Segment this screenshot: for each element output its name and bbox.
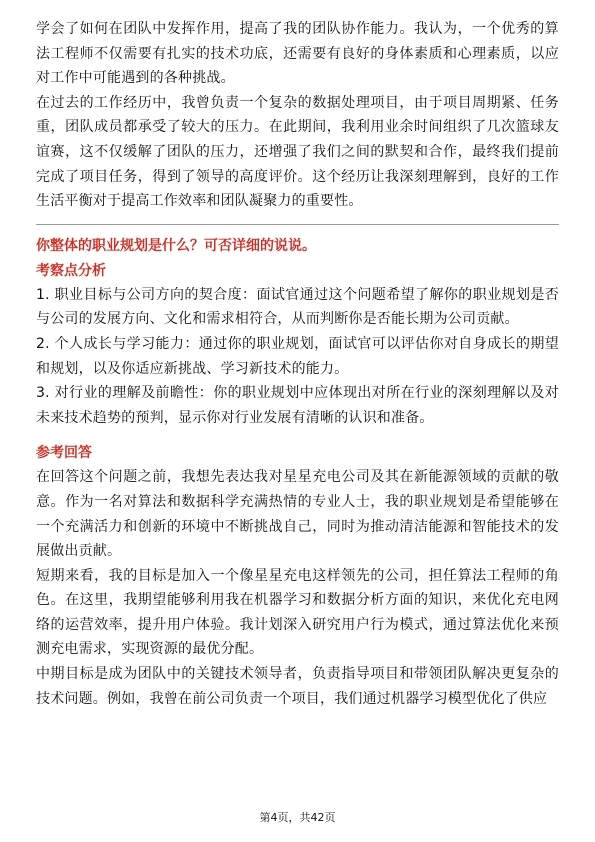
- analysis-point: 1. 职业目标与公司方向的契合度：面试官通过这个问题希望了解你的职业规划是否与公司的发展方向、文化和需求相符合，从而判断你是否能长期为公司贡献。: [36, 286, 559, 328]
- answer-heading: 参考回答: [36, 445, 92, 462]
- page-number-footer: 第4页，共42页: [259, 811, 336, 824]
- intro-paragraph: 学会了如何在团队中发挥作用，提高了我的团队协作能力。我认为，一个优秀的算法工程师不仅需要有扎实的技术功底，还需要有良好的身体素质和心理素质，以应对工作中可能遇到的各种挑战。: [36, 21, 559, 87]
- section-divider: [36, 224, 559, 225]
- intro-paragraph: 在过去的工作经历中，我曾负责一个复杂的数据处理项目，由于项目周期紧、任务重，团队成员都承受了较大的压力。在此期间，我利用业余时间组织了几次篮球友谊赛，这不仅缓解了团队的压力，还增强了我们之间的默契和合作，最终我们提前完成了项目任务，得到了领导的高度评价。这个经历让我深刻理解到，良好的工作生活平衡对于提高工作效率和团队凝聚力的重要性。: [36, 94, 559, 210]
- answer-paragraph: 短期来看，我的目标是加入一个像星星充电这样领先的公司，担任算法工程师的角色。在这里，我期望能够利用我在机器学习和数据分析方面的知识，来优化充电网络的运营效率，提升用户体验。我计划深入研究用户行为模式，通过算法优化来预测充电需求，实现资源的最优分配。: [36, 567, 559, 658]
- answer-paragraph: 在回答这个问题之前，我想先表达我对星星充电公司及其在新能源领域的贡献的敬意。作为一名对算法和数据科学充满热情的专业人士，我的职业规划是希望能够在一个充满活力和创新的环境中不断挑战自己，同时为推动清洁能源和智能技术的发展做出贡献。: [36, 469, 559, 560]
- question-heading: 你整体的职业规划是什么？可否详细的说说。: [36, 237, 316, 254]
- answer-paragraph: 中期目标是成为团队中的关键技术领导者，负责指导项目和带领团队解决更复杂的技术问题。例如，我曾在前公司负责一个项目，我们通过机器学习模型优化了供应: [36, 666, 559, 707]
- page-content: [36, 17, 559, 711]
- analysis-heading: 考察点分析: [36, 262, 106, 279]
- analysis-point: 3. 对行业的理解及前瞻性：你的职业规划中应体现出对所在行业的深刻理解以及对未来技术趋势的预判，显示你对行业发展有清晰的认识和准备。: [36, 385, 559, 426]
- analysis-point: 2. 个人成长与学习能力：通过你的职业规划，面试官可以评估你对自身成长的期望和规划，以及你适应新挑战、学习新技术的能力。: [36, 335, 559, 377]
